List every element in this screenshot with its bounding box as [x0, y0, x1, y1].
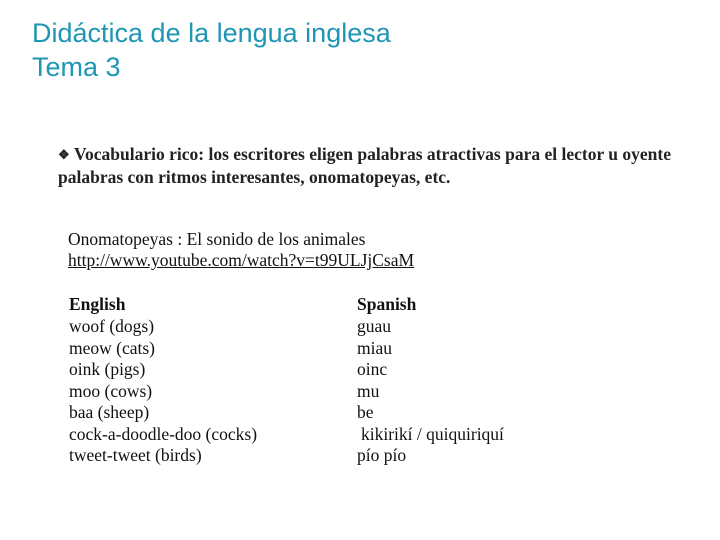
onomatopeyas-label: Onomatopeyas : El sonido de los animales	[68, 229, 366, 249]
english-cell: woof (dogs)	[69, 316, 155, 336]
english-cell: moo (cows)	[69, 380, 153, 401]
bullet-text: Vocabulario rico: los escritores eligen palabras atractivas para el lector u oyente palabras con ritmos interesantes, onomatopeyas, etc.	[58, 144, 671, 187]
spanish-cell: guau	[357, 316, 392, 336]
english-cell: cock-a-doodle-doo (cocks)	[69, 423, 258, 444]
header-english: English	[69, 294, 126, 314]
spanish-cell: mu	[357, 380, 380, 401]
english-cell: oink (pigs)	[69, 359, 146, 379]
spanish-cell: be	[357, 402, 374, 422]
slide-title	[32, 16, 391, 84]
onomatopeyas-block	[68, 229, 414, 271]
spanish-cell: pío pío	[357, 445, 407, 465]
vocabulary-bullet	[58, 143, 678, 188]
diamond-bullet-icon: ❖	[58, 147, 70, 162]
spanish-cell: oinc	[357, 359, 388, 379]
title-line-2: Tema 3	[32, 52, 121, 82]
youtube-link[interactable]: http://www.youtube.com/watch?v=t99ULJjCsaM	[68, 250, 415, 270]
header-spanish: Spanish	[357, 294, 417, 314]
english-cell: baa (sheep)	[69, 402, 150, 422]
spanish-cell: miau	[357, 337, 392, 358]
spanish-cell: kikirikí / quiquiriquí	[361, 423, 504, 444]
english-cell: tweet-tweet (birds)	[69, 445, 202, 465]
english-cell: meow (cats)	[69, 337, 156, 358]
title-line-1: Didáctica de la lengua inglesa	[32, 18, 391, 48]
